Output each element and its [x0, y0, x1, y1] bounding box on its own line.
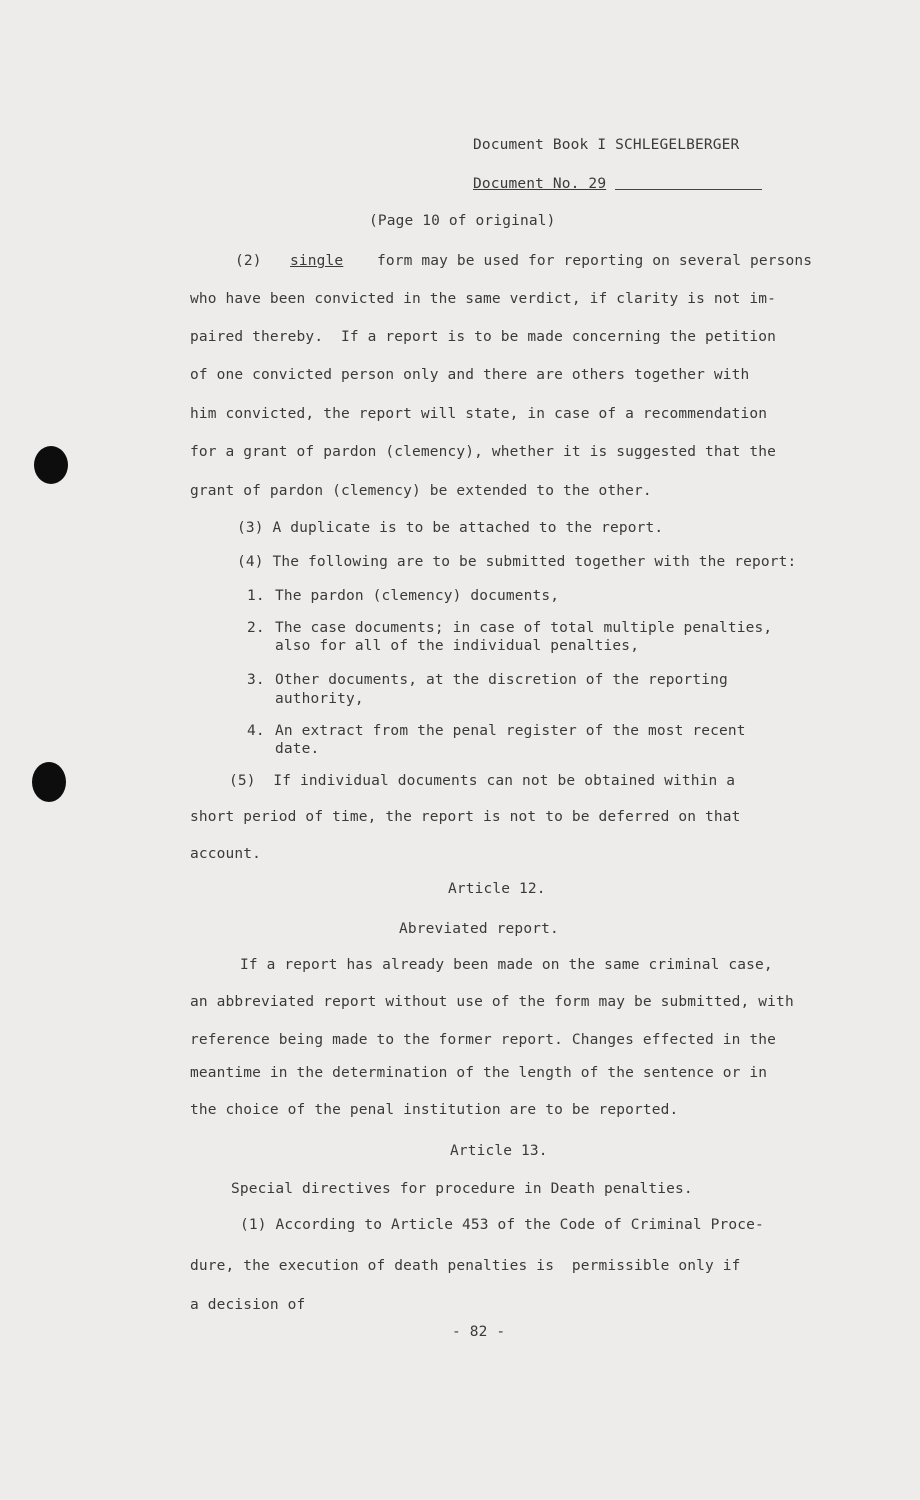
article12-line4: meantime in the determination of the length of the sentence or in	[190, 1065, 768, 1081]
item2-line1: The case documents; in case of total multiple penalties,	[275, 620, 773, 636]
article13-subheading: Special directives for procedure in Death penalties.	[231, 1181, 693, 1197]
article12-line2: an abbreviated report without use of the form may be submitted, with	[190, 994, 794, 1010]
document-book-label: Document Book I SCHLEGELBERGER	[473, 137, 740, 153]
para2-number: (2)	[235, 253, 262, 269]
document-number: Document No. 29	[473, 176, 607, 192]
item2-line2: also for all of the individual penalties,	[275, 638, 640, 654]
para2-line3: paired thereby. If a report is to be made concerning the petition	[190, 329, 777, 345]
item3-line2: authority,	[275, 691, 364, 707]
punch-hole-top	[34, 446, 68, 484]
item2-number: 2.	[247, 620, 265, 636]
article12-subheading: Abreviated report.	[399, 921, 559, 937]
item4-number: 4.	[247, 723, 265, 739]
para3-text: (3) A duplicate is to be attached to the report.	[237, 520, 664, 536]
article12-line3: reference being made to the former report. Changes effected in the	[190, 1032, 777, 1048]
para2-line5: him convicted, the report will state, in case of a recommendation	[190, 406, 768, 422]
punch-hole-bottom	[32, 762, 66, 802]
para2-line7: grant of pardon (clemency) be extended to the other.	[190, 483, 652, 499]
item3-number: 3.	[247, 672, 265, 688]
para2-single-word: single	[290, 253, 344, 269]
page-number: - 82 -	[452, 1324, 506, 1340]
para5-line3: account.	[190, 846, 262, 862]
article13-line3: a decision of	[190, 1297, 306, 1313]
para2-line6: for a grant of pardon (clemency), whether it is suggested that the	[190, 444, 777, 460]
item3-line1: Other documents, at the discretion of the reporting	[275, 672, 728, 688]
page-reference: (Page 10 of original)	[369, 213, 556, 229]
document-number-underline	[615, 189, 762, 190]
item4-line2: date.	[275, 741, 320, 757]
para5-line2: short period of time, the report is not to be deferred on that	[190, 809, 741, 825]
article12-heading: Article 12.	[448, 881, 546, 897]
article13-line2: dure, the execution of death penalties is permissible only if	[190, 1258, 741, 1274]
article13-line1: (1) According to Article 453 of the Code of Criminal Proce-	[240, 1217, 764, 1233]
para2-line1: form may be used for reporting on several persons	[377, 253, 813, 269]
para4-intro: (4) The following are to be submitted together with the report:	[237, 554, 797, 570]
article12-line5: the choice of the penal institution are to be reported.	[190, 1102, 679, 1118]
para2-line2: who have been convicted in the same verdict, if clarity is not im-	[190, 291, 777, 307]
item4-line1: An extract from the penal register of the most recent	[275, 723, 746, 739]
item1-number: 1.	[247, 588, 265, 604]
para2-line4: of one convicted person only and there are others together with	[190, 367, 750, 383]
para5-line1: (5) If individual documents can not be obtained within a	[229, 773, 736, 789]
article13-heading: Article 13.	[450, 1143, 548, 1159]
article12-line1: If a report has already been made on the same criminal case,	[240, 957, 773, 973]
item1-text: The pardon (clemency) documents,	[275, 588, 560, 604]
